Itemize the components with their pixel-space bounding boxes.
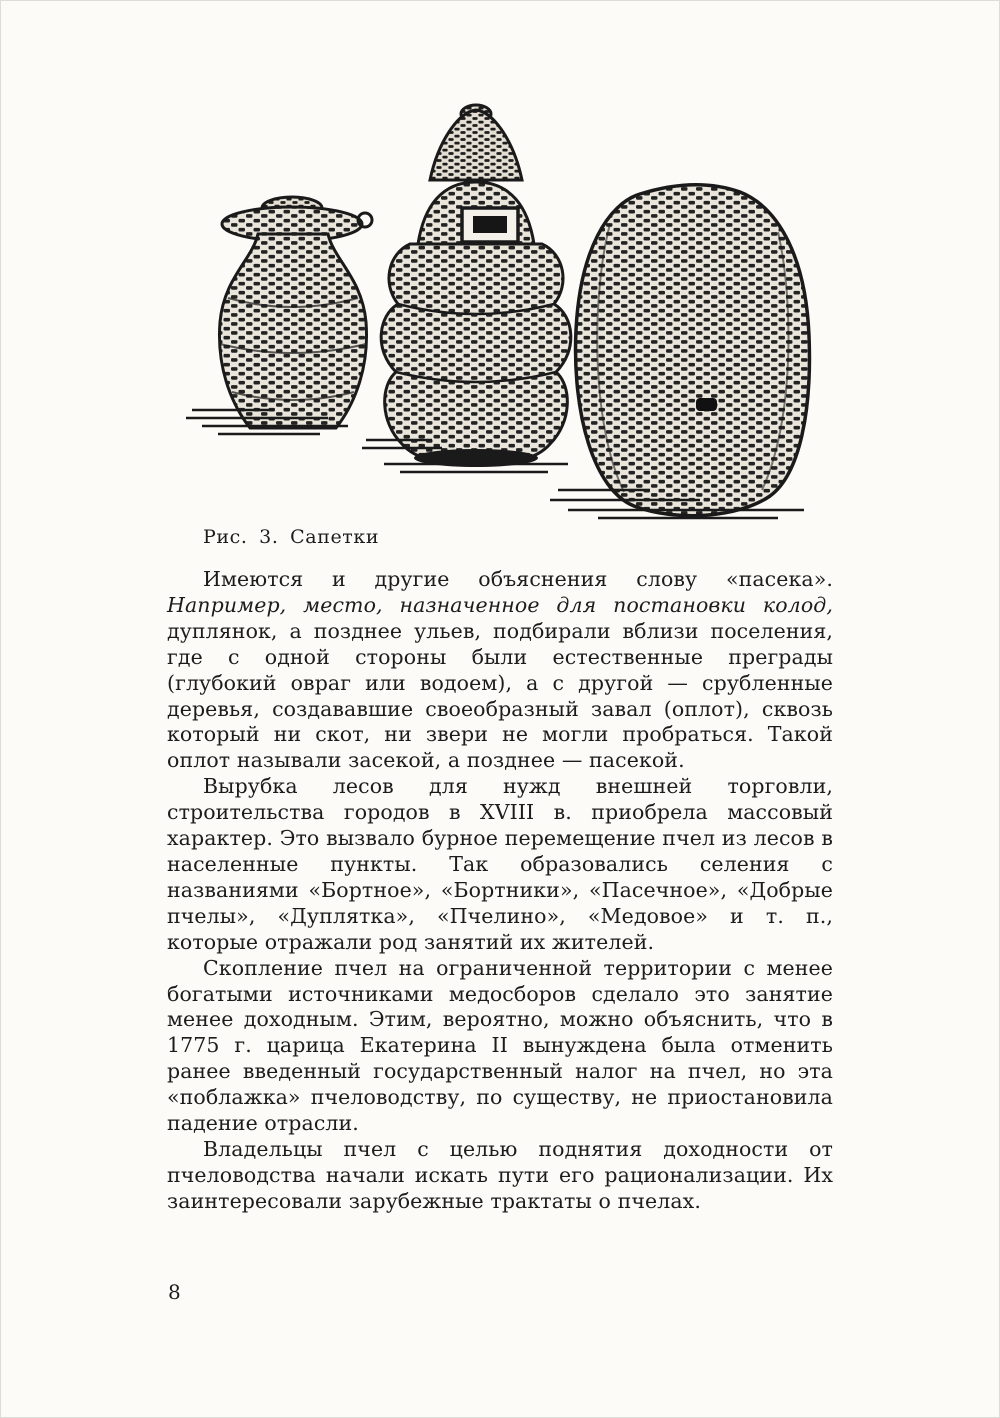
paragraph-2: Вырубка лесов для нужд внешней торговли, строительства городов в XVIII в. приобрела массовый характер. Это вызвало бурное перемещение пчел из лесов в населенные пункты. Так образовались селения с названиями «Бортное», «Бортники», «Пасечное», «Добрые пчелы», «Дуплятка», «Пчелино», «Медовое» и т. п., которые отражали род занятий их жителей. <box>167 774 833 954</box>
basket-left <box>219 197 372 428</box>
sapetki-illustration <box>178 92 818 522</box>
basket-middle <box>381 105 571 467</box>
body-text <box>167 567 833 1215</box>
page-number: 8 <box>168 1280 181 1304</box>
paragraph-1-text: Имеются и другие объяснения слову «пасека». <box>203 567 833 591</box>
hive-entrance <box>462 208 518 242</box>
paragraph-1-italic-text: Например, место, назначенное для постановки колод, <box>167 592 833 617</box>
figure-caption: Рис. 3. Сапетки <box>203 526 380 548</box>
paragraph-1-text-cont: дуплянок, а позднее ульев, подбирали вблизи поселения, где с одной стороны были естественные преграды (глубокий овраг или водоем), а с другой — срубленные деревья, создававшие своеобразный завал (оплот), сквозь который ни скот, ни звери не могли пробраться. Такой оплот называли засекой, а позднее — пасекой. <box>167 618 833 773</box>
paragraph-1 <box>167 567 833 774</box>
paragraph-4: Владельцы пчел с целью поднятия доходности от пчеловодства начали искать пути его рационализации. Их заинтересовали зарубежные трактаты о пчелах. <box>167 1136 833 1213</box>
basket-right <box>576 185 810 516</box>
basket-entrance-hole <box>696 398 717 411</box>
paragraph-3: Скопление пчел на ограниченной территории с менее богатыми источниками медосборов сделало это занятие менее доходным. Этим, вероятно, можно объяснить, что в 1775 г. царица Екатерина II вынуждена была отменить ранее введенный государственный налог на пчел, но эта «поблажка» пчеловодству, по существу, не приостановила падение отрасли. <box>167 955 833 1136</box>
